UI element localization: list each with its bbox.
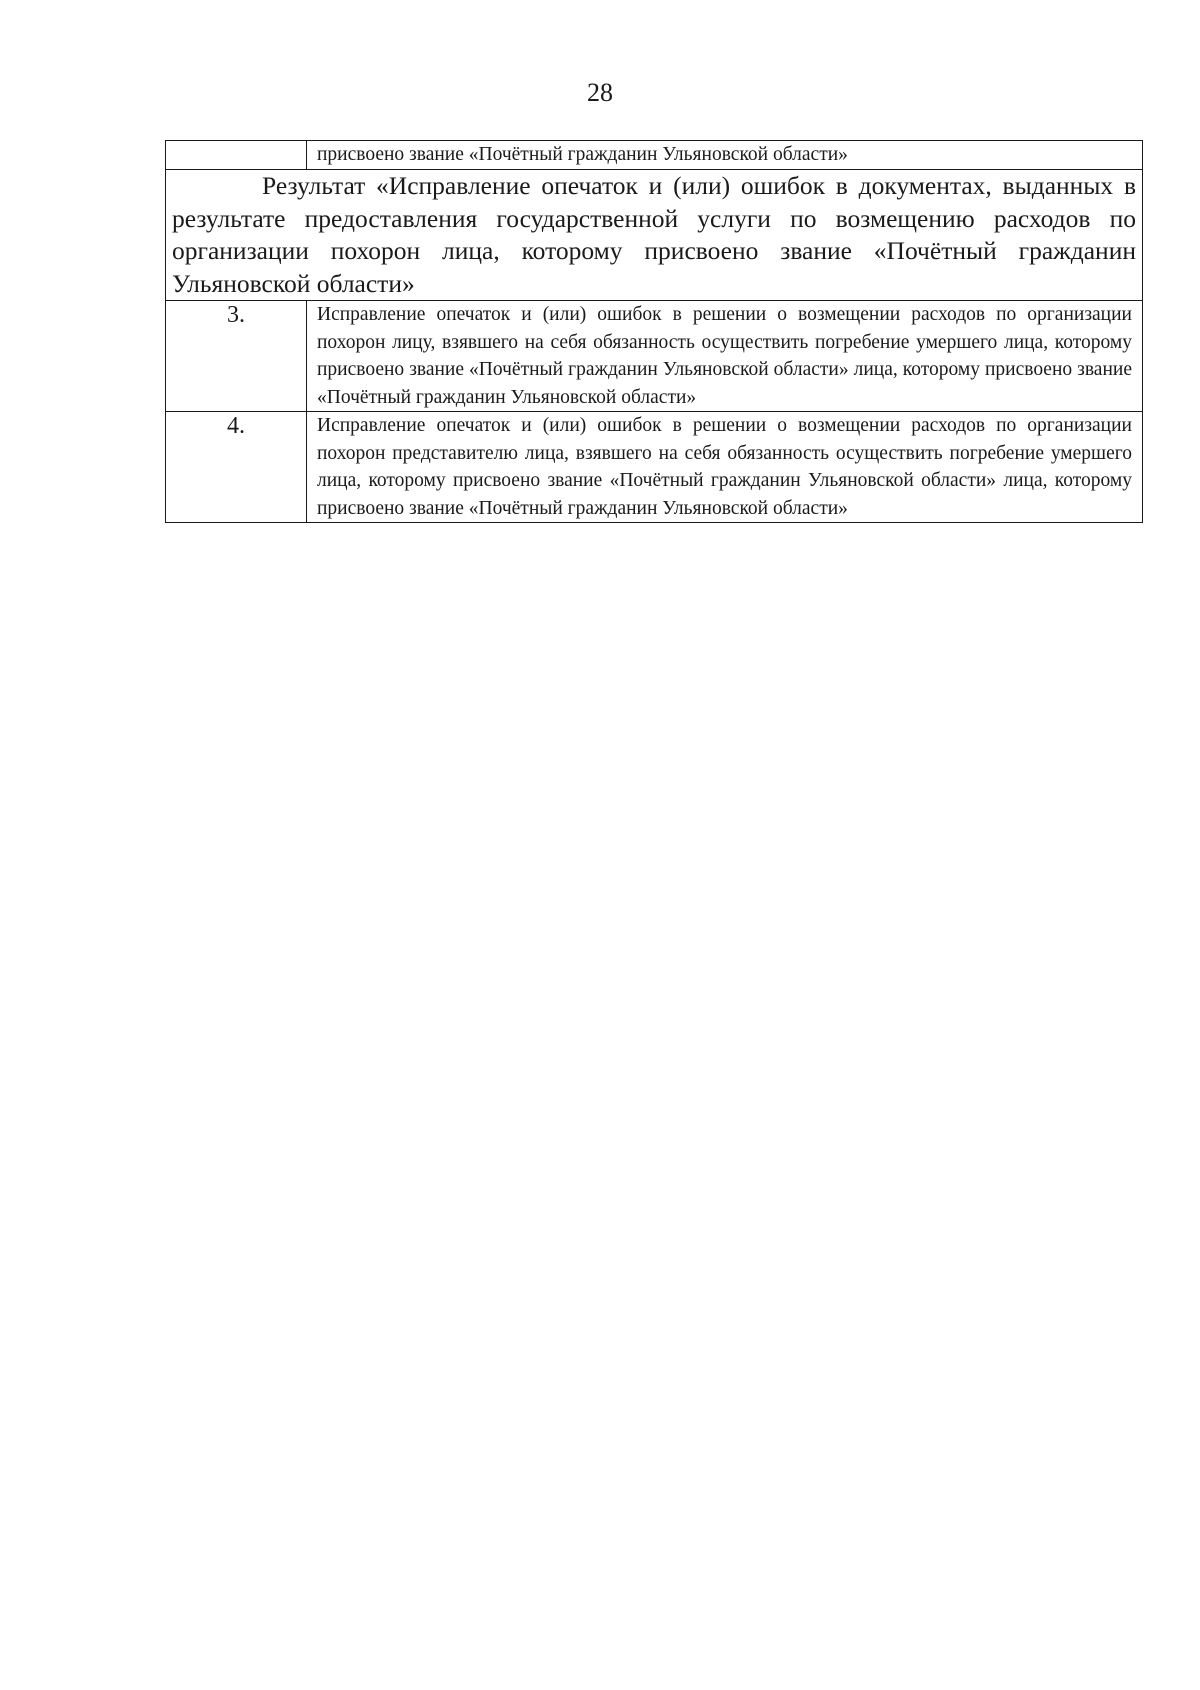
table-row-section-heading	[166, 170, 1143, 301]
row-text-cell: Исправление опечаток и (или) ошибок в решении о возмещении расходов по организации похорон лицу, взявшего на себя обязанность осуществить погребение умершего лица, которому присвоено звание «Почётный гражданин Ульяновской области» лица, которому присвоено звание «Почётный гражданин Ульяновской области»	[307, 301, 1143, 412]
row-number-cell	[166, 141, 307, 170]
row-text-cell: Исправление опечаток и (или) ошибок в решении о возмещении расходов по организации похорон представителю лица, взявшего на себя обязанность осуществить погребение умершего лица, которому присвоено звание «Почётный гражданин Ульяновской области» лица, которому присвоено звание «Почётный гражданин Ульяновской области»	[307, 412, 1143, 523]
section-heading: Результат «Исправление опечаток и (или) ошибок в документах, выданных в результате предоставления государственной услуги по возмещению расходов по организации похорон лица, которому присвоено звание «Почётный гражданин Ульяновской области»	[166, 170, 1143, 301]
row-number-cell: 4.	[166, 412, 307, 523]
row-text-cell: присвоено звание «Почётный гражданин Ульяновской области»	[307, 141, 1143, 170]
table-row-continued	[166, 141, 1143, 170]
page-number: 28	[587, 78, 613, 107]
services-table	[165, 140, 1143, 523]
table-row	[166, 412, 1143, 523]
row-number-cell: 3.	[166, 301, 307, 412]
table-row	[166, 301, 1143, 412]
